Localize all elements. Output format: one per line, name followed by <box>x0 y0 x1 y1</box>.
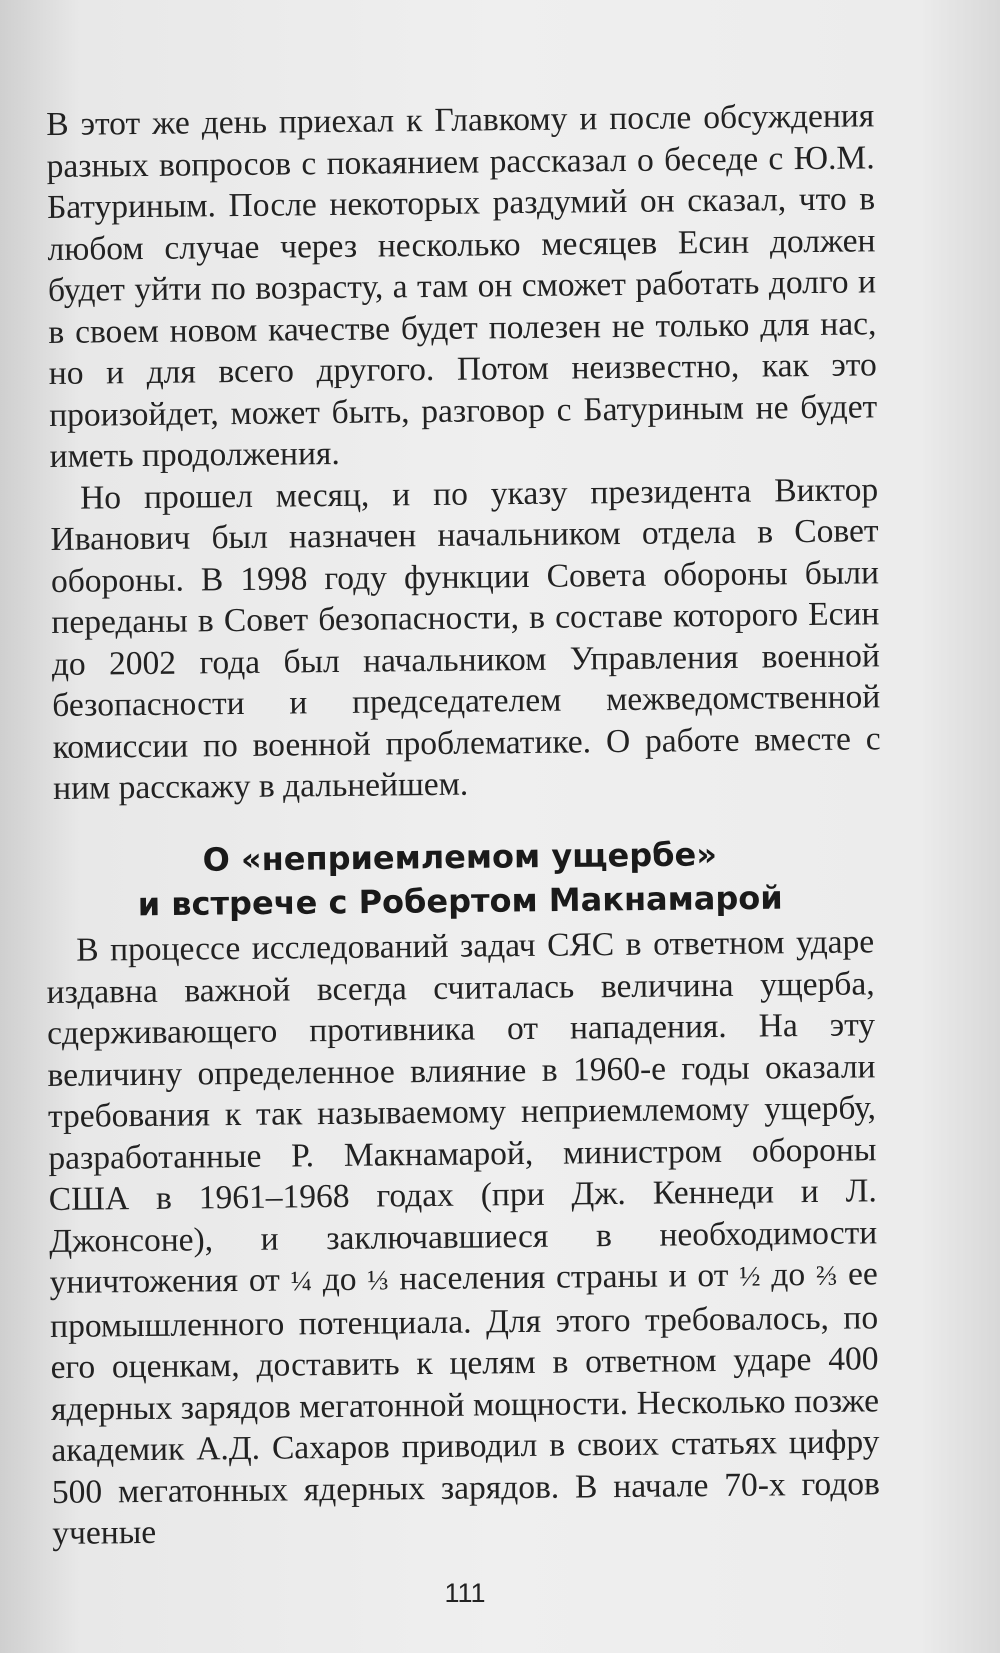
fraction-one-third: ⅓ <box>367 1265 389 1297</box>
fraction-one-half: ½ <box>739 1261 761 1293</box>
body-text-bottom <box>46 921 880 1554</box>
body-text-top <box>46 95 881 809</box>
section-heading-line-1: О «неприемлемом ущербе» <box>202 835 718 879</box>
paragraph-3-part-3: населения страны и от <box>399 1256 729 1298</box>
page-number: 111 <box>444 1578 486 1608</box>
paragraph-2: Но прошел месяц, и по указу президента Виктор Иванович был назначен начальником отдела в Совет обороны. В 1998 году функции Совета обороны были переданы в Совет безопасности, в составе которого Есин до 2002 года был начальником Управления военной безопасности и председателем межведомственной комиссии по военной проблематике. О работе вместе с ним расскажу в дальнейшем. <box>50 470 881 807</box>
paragraph-3-part-1: В процессе исследований задач СЯС в ответном ударе издавна важной всегда считалась величина ущерба, сдерживающего противника от нападения. На эту величину определенное влияние в 1960-е годы оказали требования к так называемому неприемлемому ущербу, разработанные Р. Макнамарой, министром обороны США в 1961–1968 годах (при Дж. Кеннеди и Л. Джонсоне), и заключавшиеся в необходимости уничтожения от <box>46 923 878 1301</box>
paragraph-3-part-4: до <box>771 1256 806 1294</box>
paragraph-1: В этот же день приехал к Главкому и после обсуждения разных вопросов с покаянием рассказал о беседе с Ю.М. Батуриным. После некоторых раздумий он сказал, что в любом случае через несколько месяцев Есин должен будет уйти по возрасту, а там он сможет работать долго и в своем новом качестве будет полезен не только для нас, но и для всего другого. Потом неизвестно, как это произойдет, может быть, разговор с Батуриным не будет иметь продолжения. <box>46 97 878 475</box>
section-heading-line-2: и встрече с Робертом Макнамарой <box>137 878 783 924</box>
paragraph-3-part-5: ее промышленного потенциала. Для этого требовалось, по его оценкам, доставить к целям в ответном ударе 400 ядерных зарядов мегатонной мощности. Несколько позже академик А.Д. Сахаров приводил в своих статьях цифру 500 мегатонных ядерных зарядов. В начале 70-х годов ученые <box>49 1255 881 1552</box>
paragraph-3 <box>46 921 880 1554</box>
paragraph-3-part-2: до <box>322 1260 357 1299</box>
fraction-one-quarter: ¼ <box>290 1266 313 1298</box>
fraction-two-thirds: ⅔ <box>815 1260 838 1292</box>
section-heading <box>80 831 841 927</box>
